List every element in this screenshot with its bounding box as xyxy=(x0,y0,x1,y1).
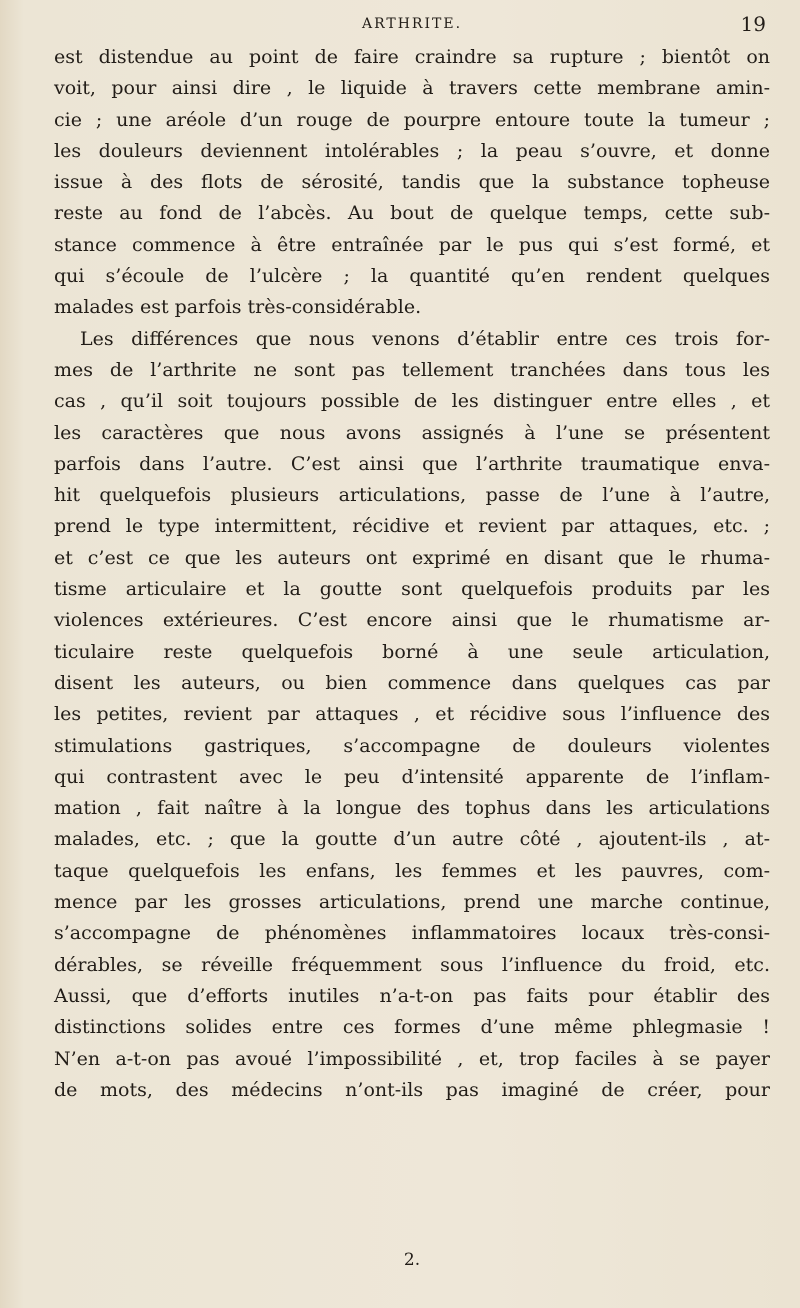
text-line: Les différences que nous venons d’établir entre ces trois for- xyxy=(80,327,770,350)
text-line: parfois dans l’autre. C’est ainsi que l’arthrite traumatique enva- xyxy=(54,452,770,475)
text-line: cas , qu’il soit toujours possible de les distinguer entre elles , et xyxy=(54,390,770,413)
text-line: mence par les grosses articulations, prend une marche continue, xyxy=(54,891,770,914)
text-line: les douleurs deviennent intolérables ; la peau s’ouvre, et donne xyxy=(54,139,770,162)
text-line: prend le type intermittent, récidive et revient par attaques, etc. ; xyxy=(54,515,770,538)
text-line: voit, pour ainsi dire , le liquide à travers cette membrane amin- xyxy=(54,77,770,100)
running-head: ARTHRITE. xyxy=(361,16,463,32)
text-line: issue à des flots de sérosité, tandis que la substance topheuse xyxy=(54,171,770,194)
text-line: stimulations gastriques, s’accompagne de douleurs violentes xyxy=(54,734,770,757)
text-line: qui s’écoule de l’ulcère ; la quantité qu’en rendent quelques xyxy=(54,265,770,288)
text-line: mation , fait naître à la longue des tophus dans les articulations xyxy=(54,797,770,820)
text-line: taque quelquefois les enfans, les femmes et les pauvres, com- xyxy=(54,859,770,882)
text-line: distinctions solides entre ces formes d’une même phlegmasie ! xyxy=(54,1016,770,1039)
text-line: les petites, revient par attaques , et récidive sous l’influence des xyxy=(54,703,770,726)
text-line: dérables, se réveille fréquemment sous l’influence du froid, etc. xyxy=(54,953,770,976)
text-line: malades est parfois très-considérable. xyxy=(54,296,422,319)
body-text xyxy=(54,42,770,1106)
text-line: disent les auteurs, ou bien commence dans quelques cas par xyxy=(54,671,770,694)
text-line: tisme articulaire et la goutte sont quelquefois produits par les xyxy=(54,578,770,601)
signature-mark: 2. xyxy=(403,1250,421,1270)
text-line: et c’est ce que les auteurs ont exprimé en disant que le rhuma- xyxy=(54,546,770,569)
text-line: reste au fond de l’abcès. Au bout de quelque temps, cette sub- xyxy=(54,202,770,225)
text-line: cie ; une aréole d’un rouge de pourpre entoure toute la tumeur ; xyxy=(54,108,770,131)
text-line: Aussi, que d’efforts inutiles n’a-t-on pas faits pour établir des xyxy=(54,984,770,1007)
text-line: malades, etc. ; que la goutte d’un autre côté , ajoutent-ils , at- xyxy=(54,828,770,851)
text-line: stance commence à être entraînée par le pus qui s’est formé, et xyxy=(54,233,770,256)
text-line: qui contrastent avec le peu d’intensité apparente de l’inflam- xyxy=(54,765,770,788)
text-line: violences extérieures. C’est encore ainsi que le rhumatisme ar- xyxy=(54,609,770,632)
text-line: les caractères que nous avons assignés à l’une se présentent xyxy=(54,421,770,444)
text-line: de mots, des médecins n’ont-ils pas imaginé de créer, pour xyxy=(54,1078,770,1101)
text-line: ticulaire reste quelquefois borné à une seule articulation, xyxy=(54,640,770,663)
page-number: 19 xyxy=(740,12,766,36)
text-line: s’accompagne de phénomènes inflammatoires locaux très-consi- xyxy=(54,922,770,945)
text-line: N’en a-t-on pas avoué l’impossibilité , et, trop faciles à se payer xyxy=(54,1047,770,1070)
text-line: mes de l’arthrite ne sont pas tellement tranchées dans tous les xyxy=(54,358,770,381)
page-header xyxy=(54,8,770,38)
text-line: est distendue au point de faire craindre sa rupture ; bientôt on xyxy=(54,46,770,68)
text-line: hit quelquefois plusieurs articulations, passe de l’une à l’autre, xyxy=(54,484,770,507)
